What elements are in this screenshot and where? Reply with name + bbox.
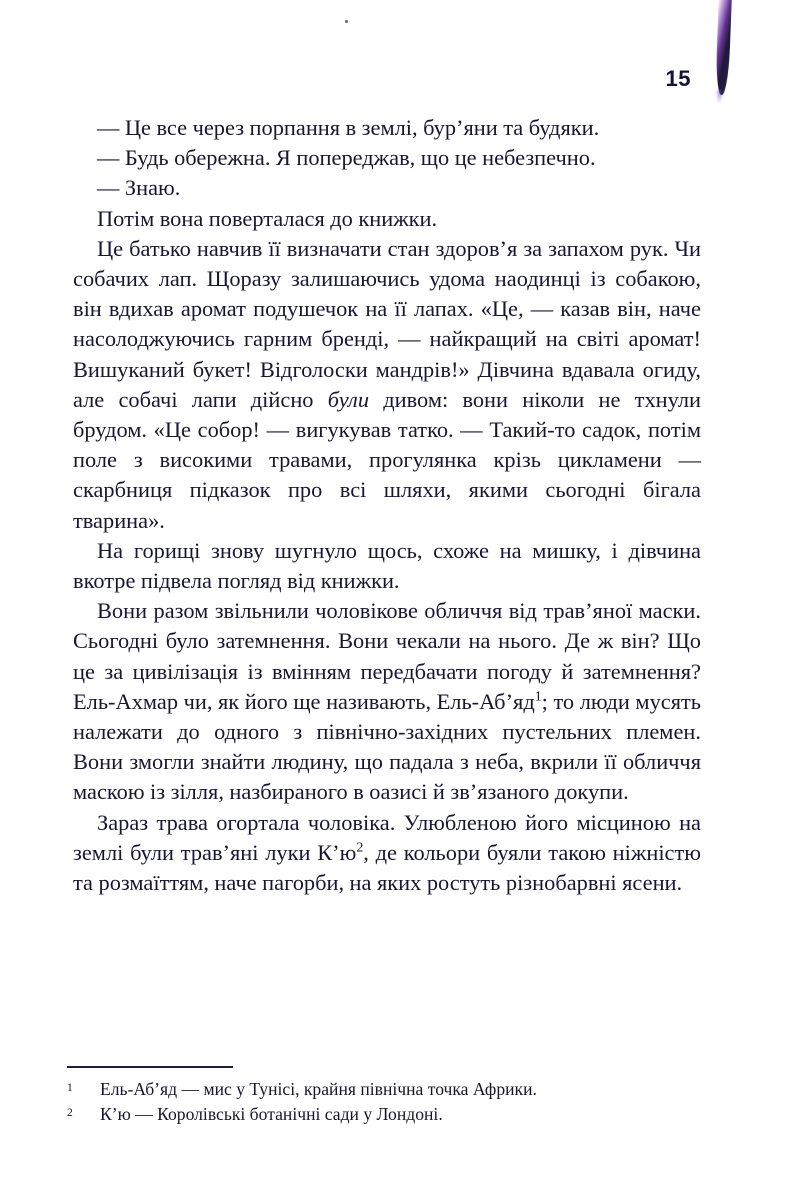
paragraph	[73, 808, 701, 899]
footnote-item	[67, 1077, 701, 1102]
dust-speck-artifact	[345, 20, 348, 23]
footnote-marker: 1	[67, 1082, 73, 1094]
footnote-reference-2[interactable]: 2	[356, 840, 364, 856]
dialogue-line: — Знаю.	[97, 175, 181, 201]
emphasis-text: були	[327, 386, 370, 412]
paragraph: Потім вона поверталася до книжки.	[97, 205, 438, 231]
paragraph-text-segment: , де кольори буяли такою ніжністю та розмаїттям, наче пагорби, на яких ростуть різнобарвні ясени.	[73, 839, 701, 896]
paragraph-text-segment: ; то люди мусять належати до одного з північно-західних пустельних племен. Вони змогли знайти людину, що падала з неба, вкрили її обличчя маскою із зілля, назбираного в оазисі й зв’язаного докупи.	[73, 688, 701, 805]
paragraph: На горищі знову шугнуло щось, схоже на мишку, і дівчина вкотре підвела погляд від книжки.	[73, 537, 701, 594]
body-text-block	[73, 113, 701, 898]
dialogue-line: — Це все через порпання в землі, бур’яни та будяки.	[97, 115, 600, 140]
footnote-text: Ель-Аб’яд — мис у Тунісі, крайня північна точка Африки.	[100, 1079, 537, 1099]
dialogue-line: — Будь обережна. Я попереджав, що це небезпечно.	[97, 145, 596, 171]
footnotes-section	[67, 1066, 701, 1127]
footnote-item	[67, 1102, 701, 1127]
paragraph-text-segment: Це батько навчив її визначати стан здоров’я за запахом рук. Чи собачих лап. Щоразу залишаючись удома наодинці із собакою, він вдихав аромат подушечок на її лапах. «Це, — казав він, наче насолоджуючись гарним бренді, — найкращий на світі аромат! Вишуканий букет! Відголоски мандрів!» Дівчина вдавала огиду, але собачі лапи дійсно	[73, 235, 701, 412]
book-spine-shadow-artifact	[715, 0, 732, 95]
footnote-reference-1[interactable]: 1	[534, 689, 542, 705]
paragraph-text-segment: дивом: вони ніколи не тхнули брудом. «Це собор! — вигукував татко. — Такий-то садок, потім поле з високими травами, прогулянка крізь цикламени — скарбниця підказок про всі шляхи, якими сьогодні бігала тварина».	[73, 386, 701, 533]
footnote-separator-rule	[67, 1066, 233, 1068]
footnote-marker: 2	[67, 1107, 73, 1119]
paragraph-text-segment: Зараз трава огортала чоловіка. Улюбленою його місциною на землі були трав’яні луки К’ю	[73, 809, 701, 865]
paragraph	[73, 234, 701, 536]
paragraph-text-segment: Вони разом звільнили чоловікове обличчя від трав’яної маски. Сьогодні було затемнення. Вони чекали на нього. Де ж він? Що це за цивілізація із вмінням передбачати погоду й затемнення? Ель-Ахмар чи, як його ще називають, Ель-Аб’яд	[73, 598, 701, 714]
footnote-text: К’ю — Королівські ботанічні сади у Лондоні.	[100, 1104, 443, 1124]
page-number: 15	[665, 66, 691, 91]
paragraph	[73, 596, 701, 807]
